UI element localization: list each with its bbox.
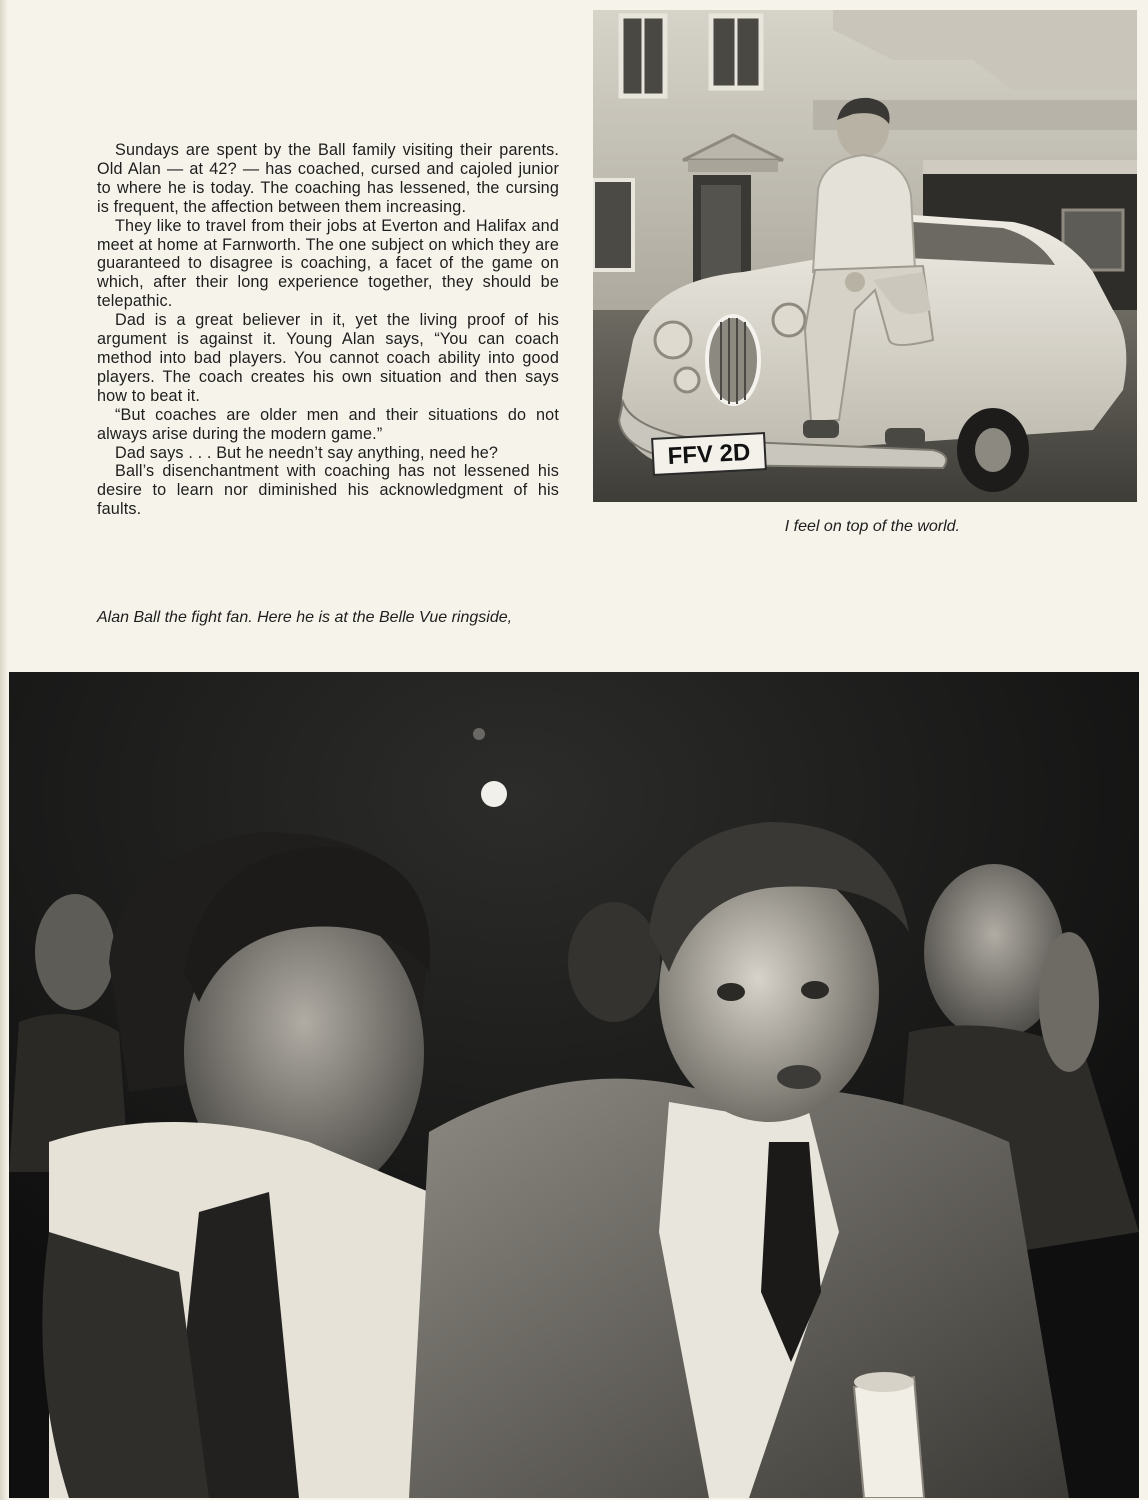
article-paragraph: Dad says . . . But he needn’t say anything, need he? [115,443,499,462]
article-paragraph: Sundays are spent by the Ball family visiting their parents. Old Alan — at 42? — has coached, cursed and cajoled junior to where he is today. The coaching has lessened, the cursing is frequent, the affection between them increasing. [97,141,559,216]
article-body [97,141,559,519]
car-photo-caption: I feel on top of the world. [784,518,960,535]
article-paragraph: “But coaches are older men and their situations do not always arise during the modern game.” [97,405,559,443]
article-paragraph: Dad is a great believer in it, yet the living proof of his argument is against it. Young Alan says, “You can coach method into bad players. You cannot coach ability into good players. The coach creates his own situation and then says how to beat it. [97,311,559,405]
number-plate-text: FFV 2D [667,438,752,471]
page-spine-shadow [0,0,8,1500]
car-photo [593,10,1137,502]
article-paragraph: They like to travel from their jobs at Everton and Halifax and meet at home at Farnworth. The one subject on which they are guaranteed to disagree is coaching, a facet of the game on which, after their long experience together, they should be telepathic. [97,216,559,311]
ringside-photo [9,672,1139,1498]
ringside-photo-caption: Alan Ball the fight fan. Here he is at the Belle Vue ringside, [97,609,513,626]
article-paragraph: Ball’s disenchantment with coaching has not lessened his desire to learn nor diminished his acknowledgment of his faults. [97,462,559,519]
